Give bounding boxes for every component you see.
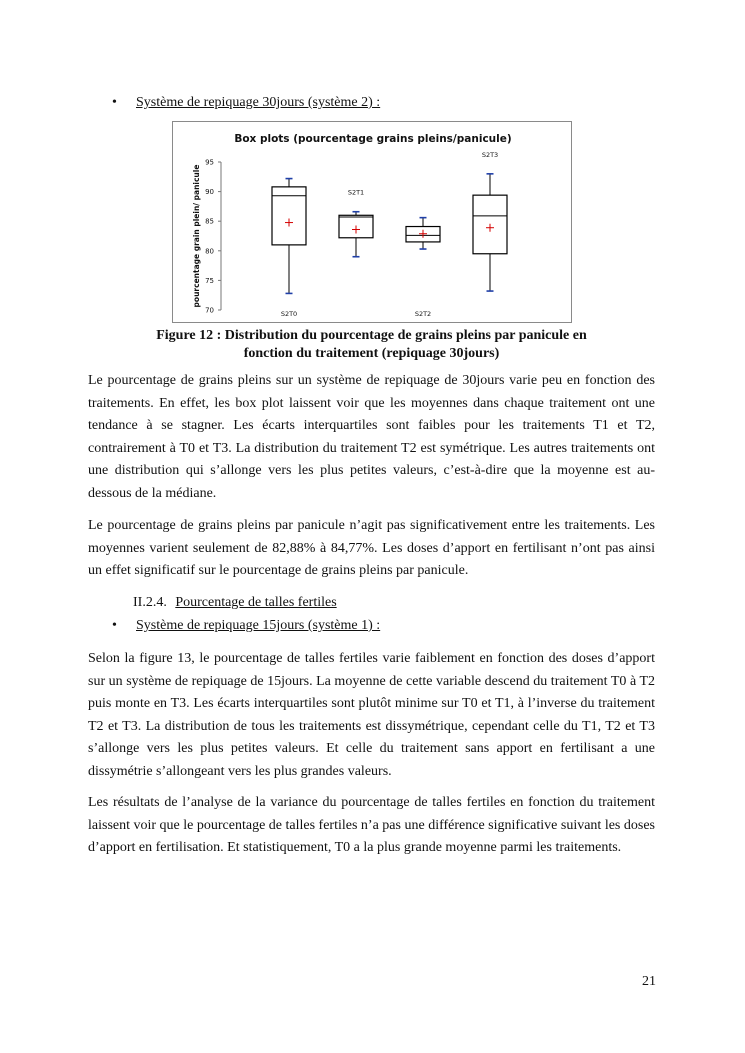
series-label-S2T3: S2T3 — [481, 150, 499, 159]
figure-caption-line-1: Figure 12 : Distribution du pourcentage de grains pleins par panicule en — [156, 328, 587, 343]
y-tick-label: 75 — [205, 276, 214, 285]
paragraph-1: Le pourcentage de grains pleins sur un système de repiquage de 30jours varie peu en fonction des traitements. En effet, les box plot laissent voir que les moyennes dans chaque traitement ont une tendance à se stagner. Les écarts interquartiles sont faibles pour les traitements T1 et T2, contrairement à T0 et T3. La distribution du traitement T2 est symétrique. Les autres traitements ont une distribution qui s’allonge vers les plus petites valeurs, c’est-à-dire que la moyenne est au-dessous de la médiane. — [88, 373, 655, 501]
box-plot-chart — [173, 122, 573, 324]
y-axis-label: pourcentage grain plein/ panicule — [192, 164, 201, 308]
subsection-heading — [133, 594, 337, 612]
y-tick-label: 70 — [205, 306, 214, 315]
bullet-system-1 — [112, 617, 380, 635]
paragraph-3: Selon la figure 13, le pourcentage de talles fertiles varie faiblement en fonction des doses d’apport sur un système de repiquage de 15jours. La moyenne de cette variable descend du traitement T0 à T2 puis monte en T3. Les écarts interquartiles sont plutôt minime sur T0 et T1, à l’inverse du traitement T2 et T3. La distribution de tous les traitements est dissymétrique, cependant celle du T1, T2 et T3 s’allonge vers les plus petites valeurs. Et celle du traitement sans apport en fertilisant a une dissymétrie s’allongeant vers les plus grandes valeurs. — [88, 651, 655, 779]
series-label-S2T0: S2T0 — [280, 310, 298, 318]
chart-title: Box plots (pourcentage grains pleins/panicule) — [234, 133, 512, 145]
page-number: 21 — [642, 974, 656, 989]
bullet-icon: • — [112, 95, 117, 110]
bullet-icon: • — [112, 618, 117, 633]
figure-12-chart — [172, 121, 572, 323]
y-tick-label: 95 — [205, 158, 214, 167]
paragraph-2: Le pourcentage de grains pleins par panicule n’agit pas significativement entre les traitements. Les moyennes varient seulement de 82,88% à 84,77%. Les doses d’apport en fertilisant n’ont pas ainsi un effet significatif sur le pourcentage de grains pleins par panicule. — [88, 518, 655, 578]
series-label-S2T2: S2T2 — [414, 310, 432, 318]
paragraph-4: Les résultats de l’analyse de la variance du pourcentage de talles fertiles en fonction du traitement laissent voir que le pourcentage de talles fertiles n’a pas une différence significative suivant les doses d’apport en fertilisation. Et statistiquement, T0 a la plus grande moyenne parmi les traitements. — [88, 795, 655, 855]
y-tick-label: 85 — [205, 217, 214, 226]
series-label-S2T1: S2T1 — [347, 188, 365, 197]
bullet-system-2 — [112, 94, 380, 112]
subsection-number: II.2.4. — [133, 595, 167, 610]
y-tick-label: 90 — [205, 188, 214, 197]
bullet-text: Système de repiquage 30jours (système 2) : — [136, 95, 381, 110]
y-tick-label: 80 — [205, 247, 214, 256]
bullet-text: Système de repiquage 15jours (système 1) : — [136, 618, 381, 633]
figure-caption-line-2: fonction du traitement (repiquage 30jours) — [243, 346, 500, 361]
subsection-title: Pourcentage de talles fertiles — [175, 595, 337, 610]
